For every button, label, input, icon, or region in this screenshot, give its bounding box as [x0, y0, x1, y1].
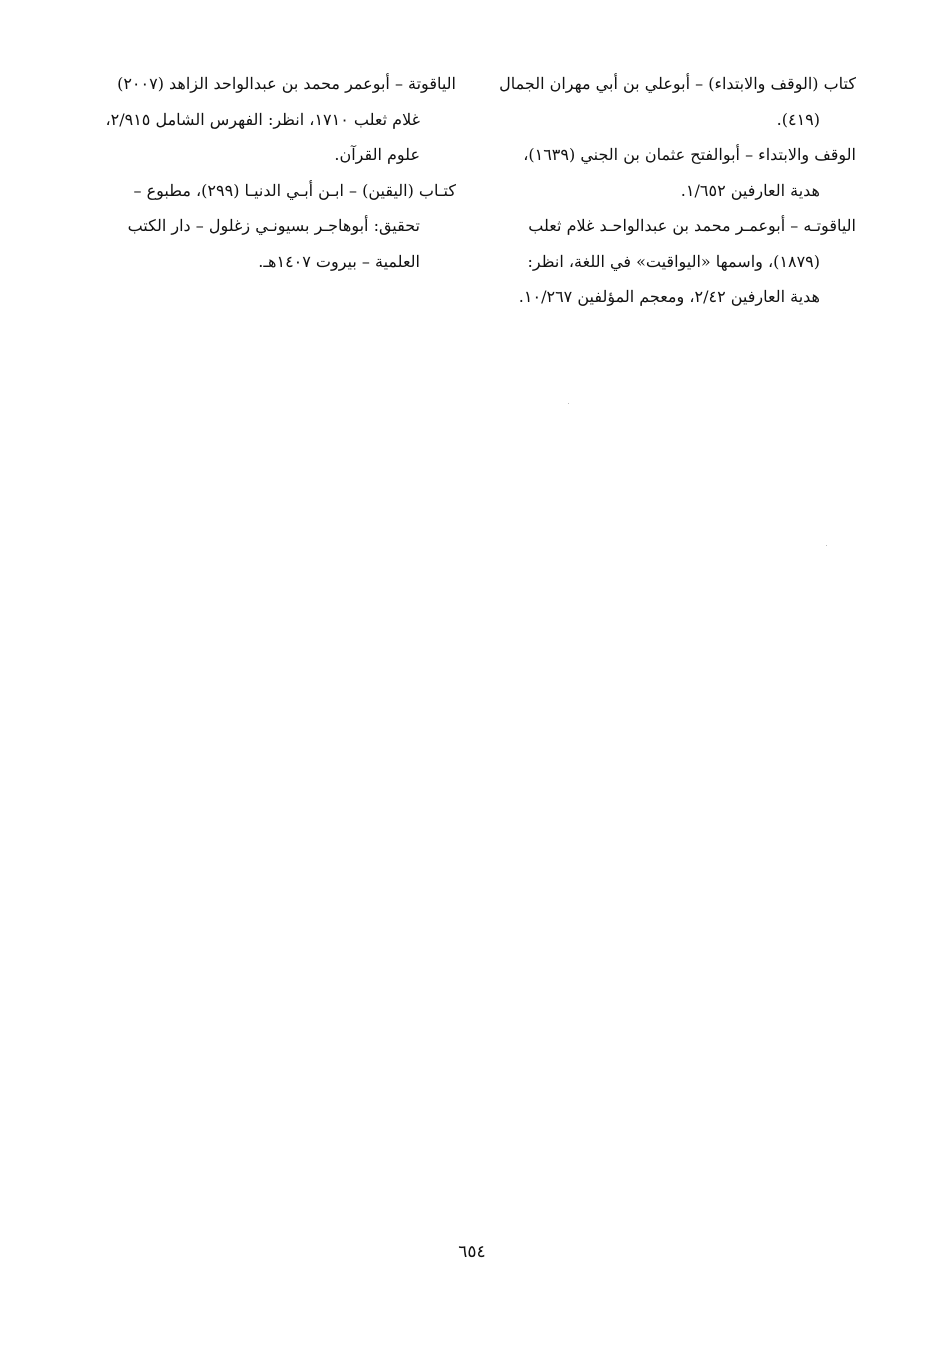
entry-line: الوقف والابتداء – أبوالفتح عثمان بن الجني (١٦٣٩)،: [523, 145, 856, 164]
scan-speck: [826, 545, 827, 546]
right-column: [486, 66, 856, 315]
page-number: ٦٥٤: [458, 1242, 486, 1262]
entry-line: كتاب (الوقف والابتداء) – أبوعلي بن أبي مهران الجمال: [499, 74, 856, 93]
scan-speck: [568, 403, 569, 404]
bibliography-entry: [82, 66, 456, 173]
entry-line: تحقيق: أبوهاجـر بسيونـي زغلول – دار الكتب: [127, 216, 420, 235]
entry-line: العلمية – بيروت ١٤٠٧هـ.: [258, 251, 420, 271]
bibliography-entry: [82, 173, 456, 280]
entry-line: الياقوتة – أبوعمر محمد بن عبدالواحد الزاهد (٢٠٠٧): [117, 74, 456, 93]
bibliography-entry: [486, 66, 856, 137]
entry-line: (٤١٩).: [776, 109, 820, 129]
entry-line: كتـاب (اليقين) – ابـن أبـي الدنيـا (٢٩٩)، مطبوع –: [133, 180, 456, 200]
bibliography-entry: [486, 137, 856, 208]
left-column: [82, 66, 456, 279]
entry-line: هدية العارفين ٢/٤٢، ومعجم المؤلفين ١٠/٢٦٧.: [518, 287, 820, 306]
entry-line: (١٨٧٩)، واسمها «اليواقيت» في اللغة، انظر:: [527, 251, 820, 271]
entry-line: هدية العارفين ١/٦٥٢.: [680, 180, 820, 200]
entry-line: غلام ثعلب ١٧١٠، انظر: الفهرس الشامل ٢/٩١٥،: [105, 109, 420, 129]
bibliography-entry: [486, 208, 856, 315]
entry-line: الياقوتـه – أبوعمـر محمد بن عبدالواحـد غلام ثعلب: [528, 216, 856, 235]
entry-line: علوم القرآن.: [334, 145, 420, 164]
